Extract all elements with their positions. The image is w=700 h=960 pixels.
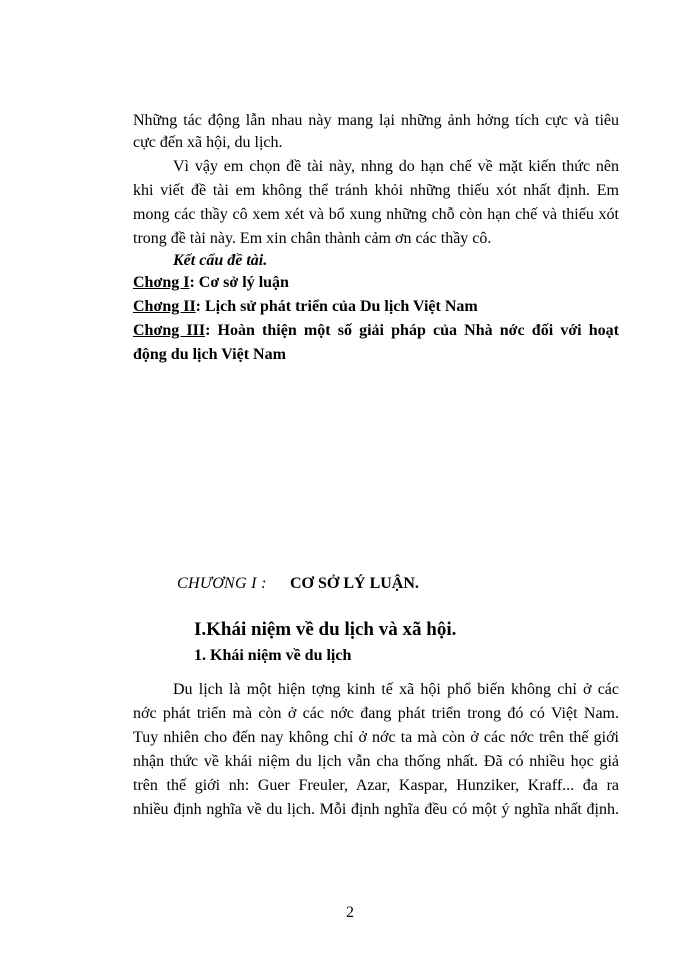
intro-line-5: mong các thầy cô xem xét và bổ xung những chỗ còn hạn chế và thiếu xót bbox=[133, 206, 619, 223]
chapter-label-1: Chơng I bbox=[133, 274, 190, 291]
chapter-text-3: : Hoàn thiện một số giải pháp của Nhà nớc đối với hoạt bbox=[205, 322, 620, 339]
chapter-label-2: Chơng II bbox=[133, 298, 196, 315]
structure-item-3 bbox=[133, 321, 619, 341]
structure-item-1 bbox=[133, 273, 619, 293]
intro-line-4: khi viết đề tài em không thể tránh khỏi những thiếu xót nhất định. Em bbox=[133, 182, 619, 199]
intro-line-3: Vì vậy em chọn đề tài này, nhng do hạn chế về mặt kiến thức nên bbox=[173, 158, 619, 175]
chapter-text-2: : Lịch sử phát triển của Du lịch Việt Nam bbox=[195, 298, 478, 315]
body-line-1: Du lịch là một hiện tợng kinh tế xã hội phổ biến không chỉ ở các bbox=[173, 681, 619, 698]
subsection-title: 1. Khái niệm về du lịch bbox=[194, 647, 352, 664]
chapter-title: CƠ SỞ LÝ LUẬN. bbox=[290, 575, 419, 592]
body-line-5: trên thế giới nh: Guer Freuler, Azar, Kaspar, Hunziker, Kraff... đa ra bbox=[133, 777, 619, 794]
chapter-text-1: : Cơ sở lý luận bbox=[189, 274, 289, 291]
body-line-4: nhận thức về khái niệm du lịch vẫn cha thống nhất. Đã có nhiều học giả bbox=[133, 753, 619, 770]
body-line-6: nhiều định nghĩa về du lịch. Mỗi định nghĩa đều có một ý nghĩa nhất định. bbox=[133, 801, 619, 818]
chapter-label-3: Chơng III bbox=[133, 322, 206, 339]
intro-line-1: Những tác động lẫn nhau này mang lại những ảnh hởng tích cực và tiêu bbox=[133, 112, 619, 129]
body-line-2: nớc phát triển mà còn ở các nớc đang phát triển trong đó có Việt Nam. bbox=[133, 705, 619, 722]
structure-item-3-cont: động du lịch Việt Nam bbox=[133, 346, 286, 363]
intro-line-6: trong đề tài này. Em xin chân thành cảm ơn các thầy cô. bbox=[133, 230, 492, 247]
chapter-label: CHƯƠNG I : bbox=[177, 575, 267, 592]
structure-heading: Kết cấu đề tài. bbox=[173, 252, 268, 269]
intro-line-2: cực đến xã hội, du lịch. bbox=[133, 134, 283, 151]
section-title: I.Khái niệm về du lịch và xã hội. bbox=[194, 619, 457, 640]
structure-item-2 bbox=[133, 297, 619, 317]
body-line-3: Tuy nhiên cho đến nay không chỉ ở nớc ta mà còn ở các nớc trên thế giới bbox=[133, 729, 619, 746]
page-number: 2 bbox=[346, 904, 354, 921]
